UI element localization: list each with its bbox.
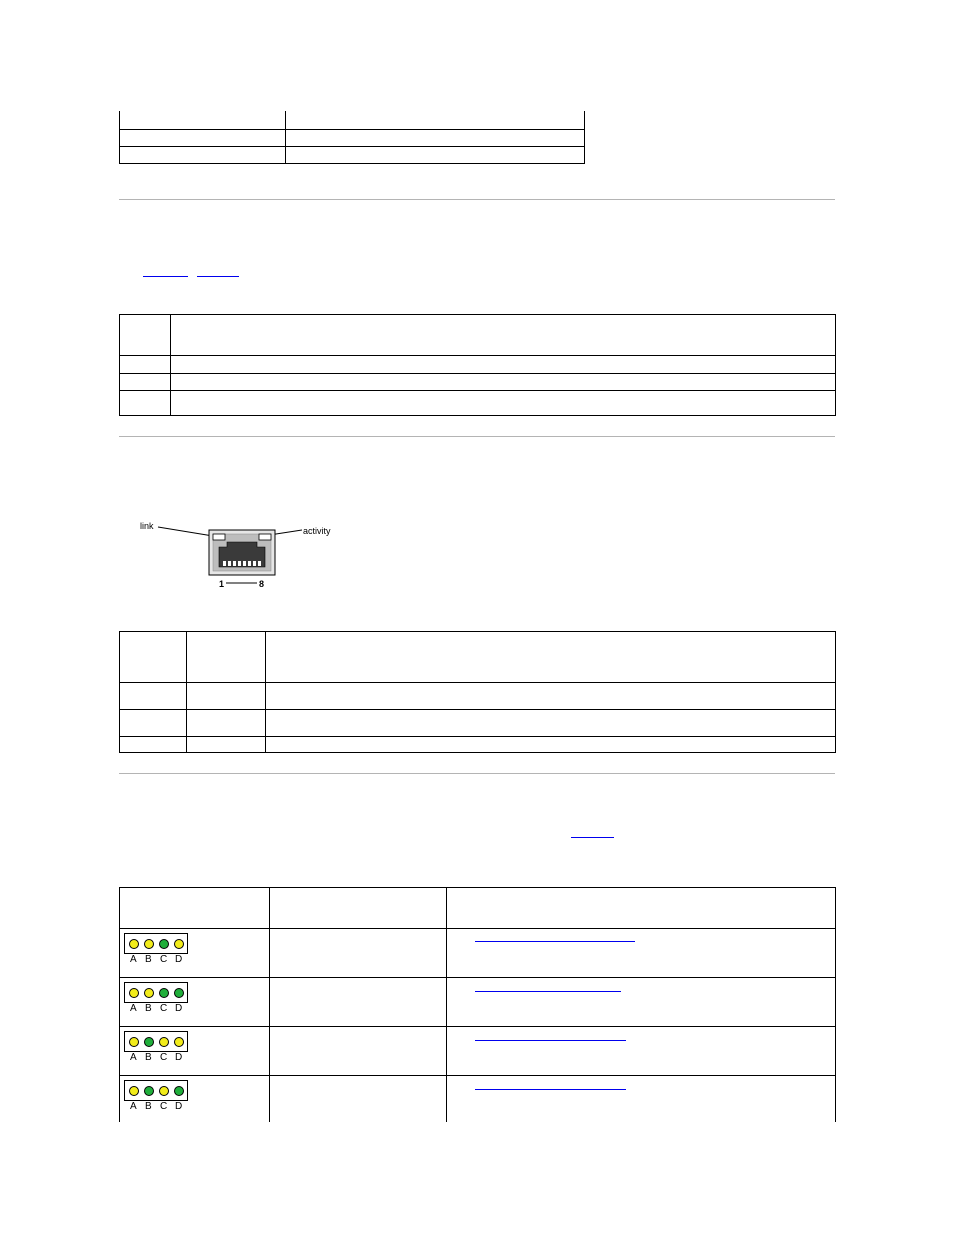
table-cell bbox=[286, 129, 585, 146]
led-letter-label: D bbox=[175, 1101, 183, 1112]
table-cell bbox=[270, 929, 447, 978]
diagnostic-led-a bbox=[129, 939, 139, 949]
diagnostic-lights-icon bbox=[124, 1031, 188, 1052]
table-cell bbox=[120, 391, 171, 416]
figure-link[interactable] bbox=[143, 276, 188, 277]
diagnostic-lights-table bbox=[119, 887, 836, 1122]
led-letter-label: A bbox=[130, 954, 137, 965]
diagnostic-led-d bbox=[174, 1037, 184, 1047]
procedure-link[interactable] bbox=[475, 941, 635, 942]
table-link[interactable] bbox=[197, 276, 239, 277]
table-header-cell bbox=[447, 888, 836, 929]
light-pattern-cell bbox=[120, 929, 270, 978]
activity-label: activity bbox=[303, 526, 331, 536]
table-row bbox=[120, 929, 836, 978]
led-letter-label: A bbox=[130, 1003, 137, 1014]
diagnostic-led-c bbox=[159, 1086, 169, 1096]
led-letter-label: C bbox=[160, 954, 168, 965]
table-cell bbox=[270, 1076, 447, 1122]
led-letter-label: A bbox=[130, 1101, 137, 1112]
diagnostic-led-c bbox=[159, 988, 169, 998]
table-cell bbox=[266, 710, 836, 737]
diagnostic-led-c bbox=[159, 939, 169, 949]
table-row bbox=[120, 978, 836, 1027]
table-cell bbox=[447, 978, 836, 1027]
link-led bbox=[213, 534, 225, 540]
table-cell bbox=[286, 146, 585, 163]
indicator-table bbox=[119, 314, 836, 416]
nic-indicator-table bbox=[119, 631, 836, 753]
diagnostic-lights-icon bbox=[124, 933, 188, 954]
led-letter-label: D bbox=[175, 1052, 183, 1063]
table-row bbox=[120, 1027, 836, 1076]
light-pattern-cell bbox=[120, 1027, 270, 1076]
procedure-link[interactable] bbox=[475, 991, 621, 992]
pin-1-label: 1 bbox=[219, 579, 225, 589]
table-cell bbox=[171, 391, 836, 416]
light-pattern-cell bbox=[120, 1076, 270, 1122]
table-cell bbox=[266, 737, 836, 753]
procedure-link[interactable] bbox=[475, 1089, 626, 1090]
table-row bbox=[120, 1076, 836, 1122]
table-cell bbox=[171, 374, 836, 391]
table-header-cell bbox=[266, 632, 836, 683]
diagnostic-led-b bbox=[144, 1037, 154, 1047]
led-letter-label: B bbox=[145, 1003, 152, 1014]
table-cell bbox=[447, 1076, 836, 1122]
diagnostic-led-b bbox=[144, 939, 154, 949]
section-divider bbox=[119, 773, 835, 774]
led-letter-label: C bbox=[160, 1101, 168, 1112]
led-letter-label: C bbox=[160, 1052, 168, 1063]
table-header-cell bbox=[171, 315, 836, 356]
diagnostic-led-b bbox=[144, 988, 154, 998]
diagnostic-led-c bbox=[159, 1037, 169, 1047]
procedure-link[interactable] bbox=[475, 1040, 626, 1041]
diagnostic-led-d bbox=[174, 988, 184, 998]
table-cell bbox=[120, 710, 187, 737]
table-cell bbox=[187, 710, 266, 737]
table-cell bbox=[120, 146, 286, 163]
diagnostic-led-a bbox=[129, 1037, 139, 1047]
link-leader-line bbox=[158, 527, 213, 536]
table-cell bbox=[447, 1027, 836, 1076]
table-header-cell bbox=[270, 888, 447, 929]
diagnostic-lights-icon bbox=[124, 1080, 188, 1101]
table-header-cell bbox=[187, 632, 266, 683]
diagnostic-lights-icon bbox=[124, 982, 188, 1003]
section-divider bbox=[119, 436, 835, 437]
light-pattern-cell bbox=[120, 978, 270, 1027]
table-cell bbox=[266, 683, 836, 710]
led-letter-label: D bbox=[175, 954, 183, 965]
diagnostic-led-a bbox=[129, 988, 139, 998]
led-letter-label: B bbox=[145, 1052, 152, 1063]
table-header-cell bbox=[120, 888, 270, 929]
table-link[interactable] bbox=[571, 837, 614, 838]
table-cell bbox=[447, 929, 836, 978]
table-cell bbox=[270, 978, 447, 1027]
diagnostic-led-d bbox=[174, 939, 184, 949]
table-cell bbox=[286, 111, 585, 129]
led-letter-label: B bbox=[145, 954, 152, 965]
table-cell bbox=[187, 683, 266, 710]
diagnostic-led-d bbox=[174, 1086, 184, 1096]
table-cell bbox=[120, 374, 171, 391]
table-cell bbox=[120, 683, 187, 710]
top-table bbox=[119, 111, 585, 164]
table-cell bbox=[187, 737, 266, 753]
table-header-cell bbox=[120, 315, 171, 356]
table-cell bbox=[270, 1027, 447, 1076]
table-cell bbox=[120, 129, 286, 146]
table-cell bbox=[120, 356, 171, 374]
diagnostic-led-a bbox=[129, 1086, 139, 1096]
led-letter-label: B bbox=[145, 1101, 152, 1112]
nic-connector-figure bbox=[135, 515, 335, 595]
pin-8-label: 8 bbox=[259, 579, 265, 589]
table-cell bbox=[171, 356, 836, 374]
section-divider bbox=[119, 199, 835, 200]
diagnostic-led-b bbox=[144, 1086, 154, 1096]
led-letter-label: C bbox=[160, 1003, 168, 1014]
led-letter-label: D bbox=[175, 1003, 183, 1014]
table-cell bbox=[120, 737, 187, 753]
link-label: link bbox=[140, 521, 154, 531]
activity-led bbox=[259, 534, 271, 540]
table-header-cell bbox=[120, 632, 187, 683]
table-cell bbox=[120, 111, 286, 129]
led-letter-label: A bbox=[130, 1052, 137, 1063]
